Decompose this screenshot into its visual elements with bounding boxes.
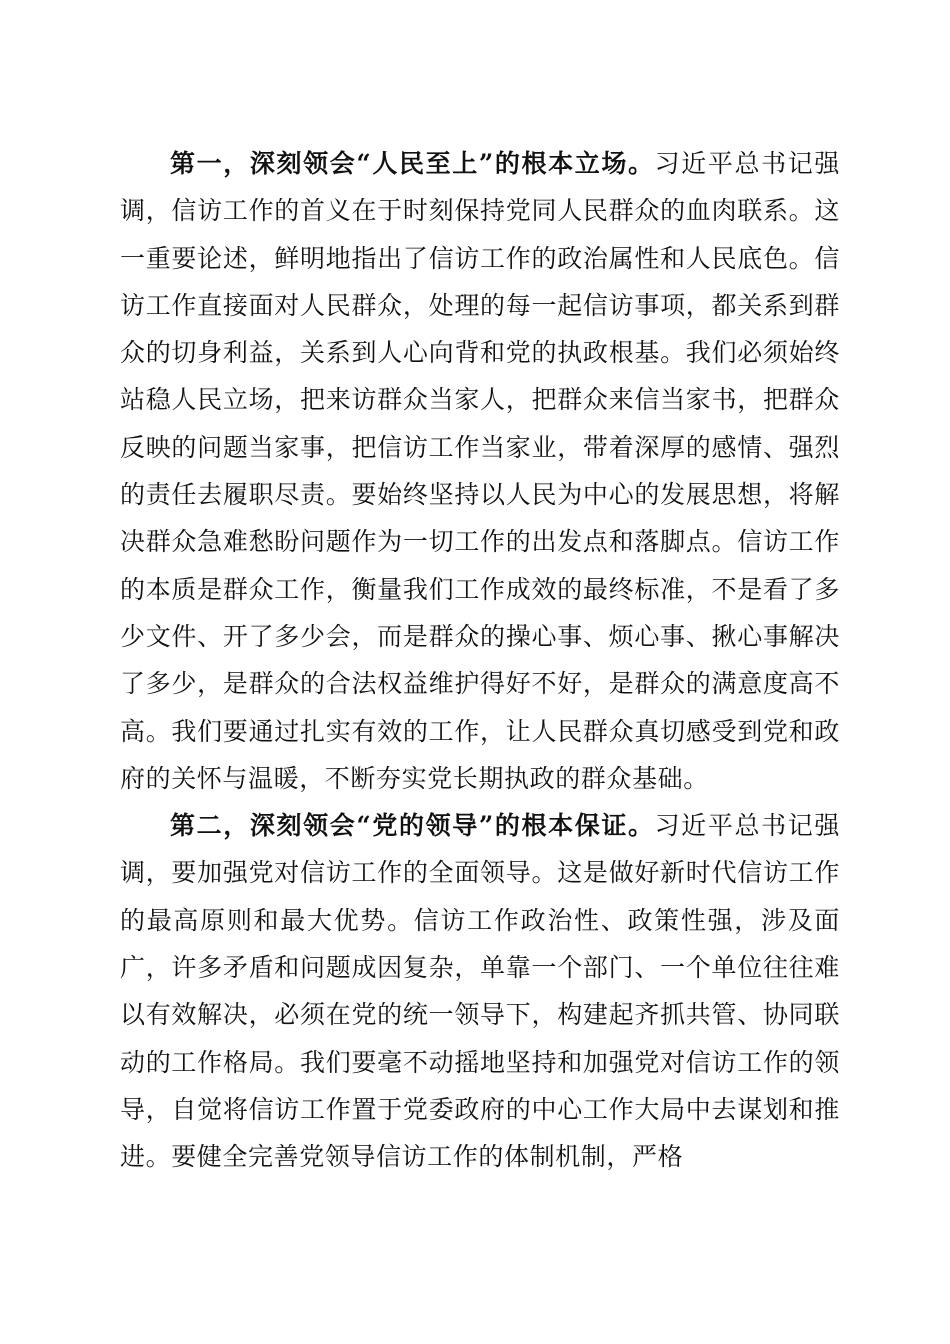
paragraph-2 [120,802,840,1180]
paragraph-1 [120,140,840,802]
paragraph-2-lead: 第二，深刻领会“党的领导”的根本保证。 [170,811,655,841]
document-body [120,140,840,1181]
paragraph-1-body: 习近平总书记强调，信访工作的首义在于时刻保持党同人民群众的血肉联系。这一重要论述，鲜明地指出了信访工作的政治属性和人民底色。信访工作直接面对人民群众，处理的每一起信访事项，都关系到群众的切身利益，关系到人心向背和党的执政根基。我们必须始终站稳人民立场，把来访群众当家人，把群众来信当家书，把群众反映的问题当家事，把信访工作当家业，带着深厚的感情、强烈的责任去履职尽责。要始终坚持以人民为中心的发展思想，将解决群众急难愁盼问题作为一切工作的出发点和落脚点。信访工作的本质是群众工作，衡量我们工作成效的最终标准，不是看了多少文件、开了多少会，而是群众的操心事、烦心事、揪心事解决了多少，是群众的合法权益维护得好不好，是群众的满意度高不高。我们要通过扎实有效的工作，让人民群众真切感受到党和政府的关怀与温暖，不断夯实党长期执政的群众基础。 [120,149,840,793]
paragraph-1-lead: 第一，深刻领会“人民至上”的根本立场。 [170,149,655,178]
paragraph-2-body: 习近平总书记强调，要加强党对信访工作的全面领导。这是做好新时代信访工作的最高原则和最大优势。信访工作政治性、政策性强，涉及面广，许多矛盾和问题成因复杂，单靠一个部门、一个单位往往难以有效解决，必须在党的统一领导下，构建起齐抓共管、协同联动的工作格局。我们要毫不动摇地坚持和加强党对信访工作的领导，自觉将信访工作置于党委政府的中心工作大局中去谋划和推进。要健全完善党领导信访工作的体制机制，严格 [120,811,840,1172]
